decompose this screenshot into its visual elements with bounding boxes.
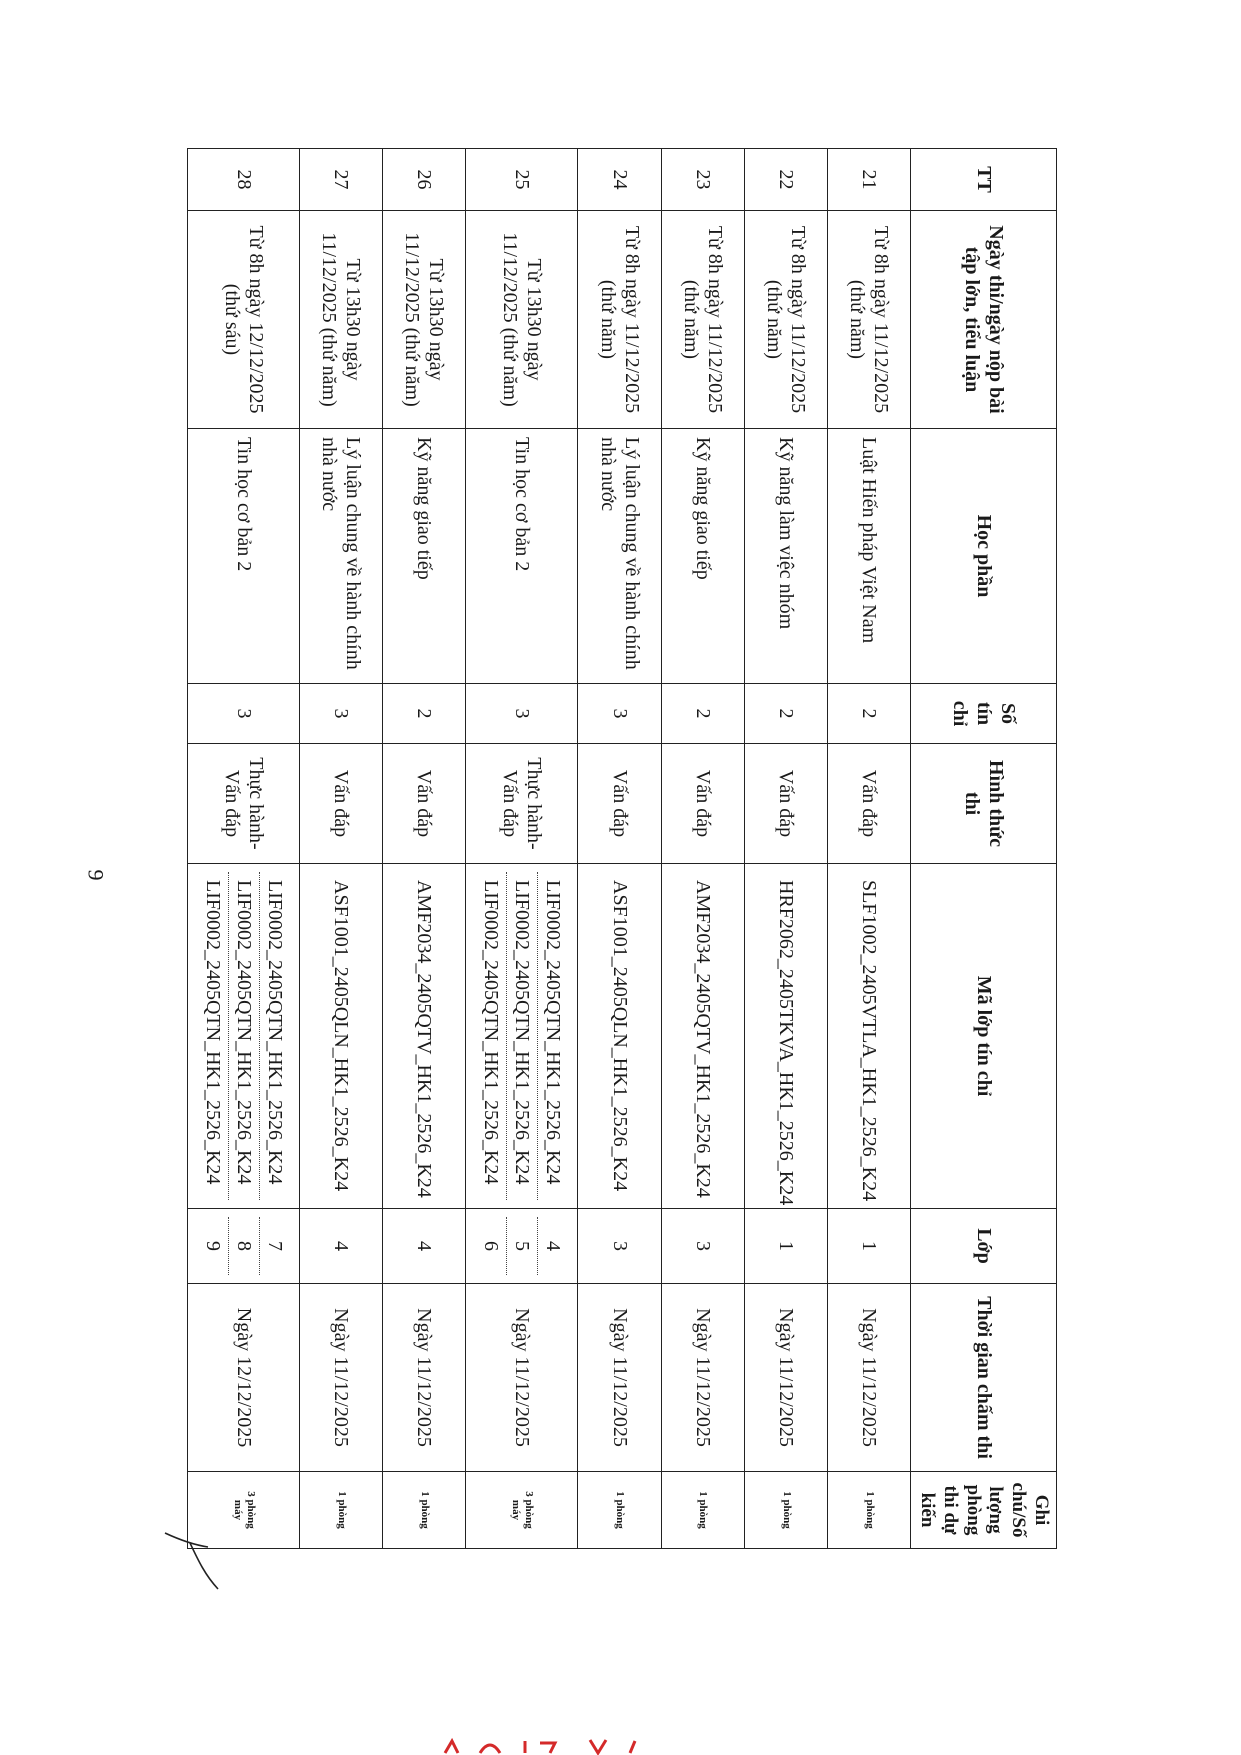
group-number: 4: [330, 1241, 353, 1251]
class-code: LIF0002_2405QTN_HK1_2526_K24: [263, 880, 286, 1185]
row-credits: 2: [744, 684, 827, 744]
header-tt: TT: [911, 149, 1057, 211]
row-form: Vấn đáp: [744, 744, 827, 864]
signature-mark: [160, 1525, 230, 1595]
row-credits: 2: [383, 684, 466, 744]
row-date: Từ 8h ngày 11/12/2025 (thứ năm): [828, 211, 911, 429]
row-credits: 2: [828, 684, 911, 744]
row-course: Luật Hiến pháp Việt Nam: [828, 429, 911, 684]
class-code: ASF1001_2405QLN_HK1_2526_K24: [608, 880, 631, 1192]
row-grading: Ngày 12/12/2025: [188, 1284, 300, 1472]
row-course: Tin học cơ bản 2: [188, 429, 300, 684]
group-number: 9: [198, 1217, 229, 1275]
row-credits: 3: [578, 684, 661, 744]
row-note: 1 phòng: [300, 1472, 383, 1549]
group-number: 4: [413, 1241, 436, 1251]
class-code: LIF0002_2405QTN_HK1_2526_K24: [507, 872, 538, 1200]
row-tt: 22: [744, 149, 827, 211]
table-row: [828, 149, 911, 1549]
header-group: Lớp: [911, 1209, 1057, 1284]
row-class-codes: [828, 864, 911, 1209]
class-code: SLF1002_2405VTLA_HK1_2526_K24: [858, 880, 881, 1202]
group-number: 5: [507, 1217, 538, 1275]
row-grading: Ngày 11/12/2025: [744, 1284, 827, 1472]
row-tt: 23: [661, 149, 744, 211]
row-date: Từ 8h ngày 12/12/2025 (thứ sáu): [188, 211, 300, 429]
class-code: LIF0002_2405QTN_HK1_2526_K24: [476, 872, 507, 1200]
row-groups: [744, 1209, 827, 1284]
class-code: LIF0002_2405QTN_HK1_2526_K24: [541, 880, 564, 1185]
group-number: 8: [229, 1217, 260, 1275]
row-date: Từ 8h ngày 11/12/2025 (thứ năm): [578, 211, 661, 429]
row-form: Vấn đáp: [661, 744, 744, 864]
group-number: 1: [858, 1241, 881, 1251]
row-course: Kỹ năng làm việc nhóm: [744, 429, 827, 684]
class-code: HRF2062_2405TKVA_HK1_2526_K24: [774, 880, 797, 1206]
table-row: [744, 149, 827, 1549]
row-course: Tin học cơ bản 2: [466, 429, 578, 684]
row-course: Lý luận chung về hành chính nhà nước: [300, 429, 383, 684]
row-groups: [578, 1209, 661, 1284]
row-grading: Ngày 11/12/2025: [661, 1284, 744, 1472]
row-tt: 26: [383, 149, 466, 211]
class-code: AMF2034_2405QTV_HK1_2526_K24: [413, 880, 436, 1198]
page-number: 9: [83, 869, 109, 881]
class-code: LIF0002_2405QTN_HK1_2526_K24: [229, 872, 260, 1200]
class-code: LIF0002_2405QTN_HK1_2526_K24: [198, 872, 229, 1200]
row-form: Thực hành-Vấn đáp: [188, 744, 300, 864]
row-date: Từ 13h30 ngày 11/12/2025 (thứ năm): [383, 211, 466, 429]
group-number: 7: [263, 1241, 286, 1251]
group-number: 3: [608, 1241, 631, 1251]
table-row: [300, 149, 383, 1549]
row-grading: Ngày 11/12/2025: [578, 1284, 661, 1472]
header-note: Ghi chú/Số lượng phòng thi dự kiến: [911, 1472, 1057, 1549]
header-row: [911, 149, 1057, 1549]
row-note: 3 phòng máy: [188, 1472, 300, 1549]
row-date: Từ 8h ngày 11/12/2025 (thứ năm): [661, 211, 744, 429]
header-credits: Số tín chỉ: [911, 684, 1057, 744]
row-credits: 3: [300, 684, 383, 744]
row-course: Kỹ năng giao tiếp: [661, 429, 744, 684]
row-grading: Ngày 11/12/2025: [383, 1284, 466, 1472]
group-number: 3: [691, 1241, 714, 1251]
row-note: 3 phòng máy: [466, 1472, 578, 1549]
header-grading: Thời gian chấm thi: [911, 1284, 1057, 1472]
row-tt: 27: [300, 149, 383, 211]
row-credits: 2: [661, 684, 744, 744]
exam-schedule-table: [187, 148, 1057, 1549]
table-row: [578, 149, 661, 1549]
table-row: [661, 149, 744, 1549]
row-grading: Ngày 11/12/2025: [466, 1284, 578, 1472]
row-class-codes: [188, 864, 300, 1209]
group-number: 1: [774, 1241, 797, 1251]
row-class-codes: [300, 864, 383, 1209]
row-class-codes: [466, 864, 578, 1209]
row-class-codes: [578, 864, 661, 1209]
row-date: Từ 13h30 ngày 11/12/2025 (thứ năm): [466, 211, 578, 429]
group-number: 6: [476, 1217, 507, 1275]
row-credits: 3: [466, 684, 578, 744]
header-form: Hình thức thi: [911, 744, 1057, 864]
row-date: Từ 8h ngày 11/12/2025 (thứ năm): [744, 211, 827, 429]
row-class-codes: [661, 864, 744, 1209]
row-grading: Ngày 11/12/2025: [300, 1284, 383, 1472]
row-note: 1 phòng: [661, 1472, 744, 1549]
row-grading: Ngày 11/12/2025: [828, 1284, 911, 1472]
table-row: [188, 149, 300, 1549]
row-note: 1 phòng: [578, 1472, 661, 1549]
class-code: AMF2034_2405QTV_HK1_2526_K24: [691, 880, 714, 1198]
header-date: Ngày thi/ngày nộp bài tập lớn, tiểu luận: [911, 211, 1057, 429]
row-note: 1 phòng: [828, 1472, 911, 1549]
table-row: [383, 149, 466, 1549]
table-row: [466, 149, 578, 1549]
row-form: Thực hành-Vấn đáp: [466, 744, 578, 864]
header-course: Học phần: [911, 429, 1057, 684]
row-groups: [383, 1209, 466, 1284]
row-form: Vấn đáp: [300, 744, 383, 864]
row-groups: [661, 1209, 744, 1284]
header-class-code: Mã lớp tín chỉ: [911, 864, 1057, 1209]
row-tt: 25: [466, 149, 578, 211]
row-form: Vấn đáp: [578, 744, 661, 864]
row-tt: 24: [578, 149, 661, 211]
row-form: Vấn đáp: [383, 744, 466, 864]
row-course: Kỹ năng giao tiếp: [383, 429, 466, 684]
row-note: 1 phòng: [383, 1472, 466, 1549]
row-groups: [466, 1209, 578, 1284]
rotated-page-content: [187, 148, 1057, 1548]
row-course: Lý luận chung về hành chính nhà nước: [578, 429, 661, 684]
row-tt: 21: [828, 149, 911, 211]
group-number: 4: [541, 1241, 564, 1251]
row-groups: [300, 1209, 383, 1284]
stamp-fragment: [440, 1735, 660, 1755]
row-groups: [188, 1209, 300, 1284]
row-groups: [828, 1209, 911, 1284]
class-code: ASF1001_2405QLN_HK1_2526_K24: [330, 880, 353, 1192]
table-body: [188, 149, 911, 1549]
row-credits: 3: [188, 684, 300, 744]
row-date: Từ 13h30 ngày 11/12/2025 (thứ năm): [300, 211, 383, 429]
row-form: Vấn đáp: [828, 744, 911, 864]
row-class-codes: [383, 864, 466, 1209]
row-class-codes: [744, 864, 827, 1209]
row-note: 1 phòng: [744, 1472, 827, 1549]
row-tt: 28: [188, 149, 300, 211]
